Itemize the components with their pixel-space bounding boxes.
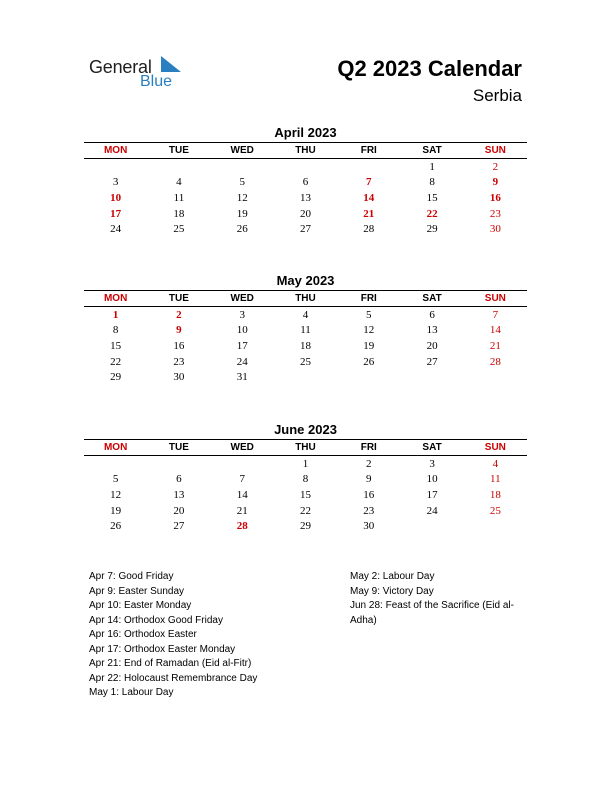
day-cell: 30 bbox=[173, 371, 185, 384]
day-cell: 23 bbox=[173, 355, 185, 368]
day-cell: 11 bbox=[300, 324, 311, 337]
day-cell: 12 bbox=[236, 191, 248, 204]
day-cell: 13 bbox=[426, 324, 438, 337]
day-cell: 11 bbox=[490, 473, 501, 486]
day-cell: 7 bbox=[492, 308, 499, 321]
day-cell: 4 bbox=[302, 308, 309, 321]
holiday-note: May 1: Labour Day bbox=[89, 687, 174, 698]
month-title: April 2023 bbox=[274, 125, 337, 140]
week-row bbox=[84, 456, 527, 472]
day-cell: 17 bbox=[110, 207, 122, 220]
day-cell: 7 bbox=[366, 176, 372, 189]
day-cell: 1 bbox=[302, 457, 309, 470]
day-cell: 30 bbox=[363, 520, 375, 533]
day-cell: 3 bbox=[429, 457, 435, 470]
logo-blue-text: Blue bbox=[140, 73, 173, 90]
logo bbox=[89, 54, 199, 94]
day-cell: 1 bbox=[112, 308, 119, 321]
weekday-header: THU bbox=[295, 293, 316, 304]
day-cell: 27 bbox=[173, 520, 185, 533]
holiday-note: Apr 16: Orthodox Easter bbox=[89, 629, 197, 640]
day-cell: 19 bbox=[363, 339, 375, 352]
week-row bbox=[84, 518, 527, 534]
weekday-header: WED bbox=[230, 293, 254, 304]
day-cell: 20 bbox=[426, 339, 438, 352]
holiday-note: Apr 21: End of Ramadan (Eid al-Fitr) bbox=[89, 658, 252, 669]
day-cell: 25 bbox=[173, 223, 185, 236]
month-title: June 2023 bbox=[274, 422, 337, 437]
day-cell: 27 bbox=[426, 355, 438, 368]
day-cell: 5 bbox=[366, 308, 372, 321]
day-cell: 2 bbox=[176, 308, 182, 321]
weekday-header: TUE bbox=[168, 145, 189, 156]
day-cell: 11 bbox=[173, 191, 185, 204]
logo-general-text: General bbox=[89, 57, 152, 77]
day-cell: 5 bbox=[112, 473, 119, 486]
day-cell: 17 bbox=[426, 488, 438, 501]
day-cell: 8 bbox=[429, 176, 435, 189]
day-cell: 16 bbox=[489, 191, 501, 204]
holiday-list-right bbox=[350, 570, 530, 626]
day-cell: 6 bbox=[302, 176, 309, 189]
day-cell: 7 bbox=[239, 473, 245, 486]
week-row bbox=[84, 369, 527, 385]
day-cell: 9 bbox=[176, 324, 182, 337]
day-cell: 21 bbox=[363, 207, 375, 220]
day-cell: 14 bbox=[363, 191, 375, 204]
holiday-note bbox=[350, 599, 530, 626]
weekday-header-row bbox=[84, 290, 527, 307]
weekday-header: SAT bbox=[422, 442, 442, 453]
weekday-header: FRI bbox=[360, 442, 377, 453]
day-cell: 29 bbox=[110, 371, 122, 384]
weekday-header: WED bbox=[230, 442, 254, 453]
week-row bbox=[84, 354, 527, 370]
day-cell: 21 bbox=[489, 339, 501, 352]
day-cell: 18 bbox=[173, 207, 185, 220]
day-cell: 18 bbox=[299, 339, 311, 352]
week-row bbox=[84, 190, 527, 206]
day-cell: 28 bbox=[489, 355, 501, 368]
day-cell: 22 bbox=[110, 355, 122, 368]
day-cell: 13 bbox=[299, 191, 311, 204]
day-cell: 22 bbox=[426, 207, 438, 220]
page-subtitle: Serbia bbox=[472, 86, 522, 105]
day-cell: 4 bbox=[176, 176, 182, 189]
weekday-header: THU bbox=[295, 442, 316, 453]
day-cell: 4 bbox=[492, 457, 499, 470]
month-block bbox=[84, 124, 527, 237]
day-cell: 27 bbox=[299, 223, 311, 236]
weekday-header: SUN bbox=[484, 442, 506, 453]
page-title: Q2 2023 Calendar bbox=[337, 56, 522, 81]
day-cell: 30 bbox=[489, 223, 501, 236]
day-cell: 10 bbox=[426, 473, 438, 486]
day-cell: 21 bbox=[236, 504, 248, 517]
day-cell: 19 bbox=[236, 207, 248, 220]
day-cell: 17 bbox=[236, 339, 248, 352]
weekday-header: THU bbox=[295, 145, 316, 156]
weekday-header: MON bbox=[103, 293, 128, 304]
week-row bbox=[84, 159, 527, 175]
day-cell: 25 bbox=[489, 504, 501, 517]
day-cell: 14 bbox=[236, 488, 248, 501]
week-row bbox=[84, 487, 527, 503]
day-cell: 5 bbox=[239, 176, 245, 189]
day-cell: 2 bbox=[492, 160, 499, 173]
day-cell: 16 bbox=[363, 488, 375, 501]
holiday-note: Apr 17: Orthodox Easter Monday bbox=[89, 643, 236, 655]
week-row bbox=[84, 221, 527, 237]
day-cell: 12 bbox=[110, 488, 122, 501]
day-cell: 12 bbox=[363, 324, 375, 337]
month-block bbox=[84, 421, 527, 534]
holiday-note: Apr 14: Orthodox Good Friday bbox=[89, 614, 223, 626]
holiday-note-text: Jun 28: Feast of the Sacrifice (Eid al-Adha) bbox=[350, 600, 514, 626]
day-cell: 3 bbox=[112, 176, 119, 189]
weekday-header: TUE bbox=[168, 293, 189, 304]
day-cell: 19 bbox=[110, 504, 122, 517]
weekday-header-row bbox=[84, 439, 527, 456]
day-cell: 9 bbox=[366, 473, 372, 486]
day-cell: 26 bbox=[363, 355, 375, 368]
weekday-header: MON bbox=[103, 145, 128, 156]
weekday-header: SAT bbox=[422, 293, 442, 304]
day-cell: 29 bbox=[426, 223, 438, 236]
week-row bbox=[84, 503, 527, 519]
holiday-list-left bbox=[89, 570, 257, 701]
day-cell: 15 bbox=[110, 339, 122, 352]
weekday-header: WED bbox=[230, 145, 254, 156]
day-cell: 15 bbox=[299, 488, 311, 501]
day-cell: 14 bbox=[489, 324, 501, 337]
day-cell: 8 bbox=[112, 324, 119, 337]
day-cell: 15 bbox=[426, 191, 438, 204]
day-cell: 25 bbox=[299, 355, 311, 368]
day-cell: 1 bbox=[429, 160, 435, 173]
day-cell: 6 bbox=[429, 308, 435, 321]
day-cell: 23 bbox=[489, 207, 501, 220]
week-row bbox=[84, 338, 527, 354]
weekday-header: TUE bbox=[168, 442, 189, 453]
day-cell: 24 bbox=[426, 504, 438, 517]
holiday-note: Apr 22: Holocaust Remembrance Day bbox=[89, 672, 258, 684]
day-cell: 16 bbox=[173, 339, 185, 352]
holiday-note: May 2: Labour Day bbox=[350, 571, 435, 582]
weekday-header: MON bbox=[103, 442, 128, 453]
week-row bbox=[84, 175, 527, 191]
day-cell: 22 bbox=[299, 504, 311, 517]
day-cell: 24 bbox=[236, 355, 248, 368]
day-cell: 13 bbox=[173, 488, 185, 501]
week-row bbox=[84, 307, 527, 323]
day-cell: 10 bbox=[110, 191, 122, 204]
day-cell: 3 bbox=[239, 308, 245, 321]
day-cell: 9 bbox=[492, 176, 499, 189]
day-cell: 2 bbox=[366, 457, 372, 470]
day-cell: 23 bbox=[363, 504, 375, 517]
day-cell: 6 bbox=[176, 473, 182, 486]
weekday-header: SUN bbox=[484, 293, 506, 304]
holiday-note: Apr 10: Easter Monday bbox=[89, 600, 192, 611]
holiday-note: May 9: Victory Day bbox=[350, 585, 434, 597]
day-cell: 29 bbox=[299, 520, 311, 533]
weekday-header: FRI bbox=[360, 293, 377, 304]
week-row bbox=[84, 472, 527, 488]
day-cell: 26 bbox=[110, 520, 122, 533]
logo-triangle-icon bbox=[161, 56, 181, 72]
day-cell: 28 bbox=[236, 520, 248, 533]
weekday-header-row bbox=[84, 142, 527, 159]
month-title: May 2023 bbox=[276, 273, 335, 288]
day-cell: 31 bbox=[236, 371, 248, 384]
day-cell: 10 bbox=[236, 324, 248, 337]
week-row bbox=[84, 206, 527, 222]
day-cell: 26 bbox=[236, 223, 248, 236]
day-cell: 8 bbox=[302, 473, 309, 486]
weekday-header: SUN bbox=[484, 145, 506, 156]
holiday-note: Apr 7: Good Friday bbox=[89, 571, 174, 582]
day-cell: 28 bbox=[363, 223, 375, 236]
day-cell: 24 bbox=[110, 223, 122, 236]
weekday-header: SAT bbox=[422, 145, 442, 156]
holiday-note: Apr 9: Easter Sunday bbox=[89, 585, 185, 597]
week-row bbox=[84, 323, 527, 339]
day-cell: 18 bbox=[489, 488, 501, 501]
day-cell: 20 bbox=[173, 504, 185, 517]
month-block bbox=[84, 272, 527, 385]
weekday-header: FRI bbox=[360, 145, 377, 156]
day-cell: 20 bbox=[299, 207, 311, 220]
